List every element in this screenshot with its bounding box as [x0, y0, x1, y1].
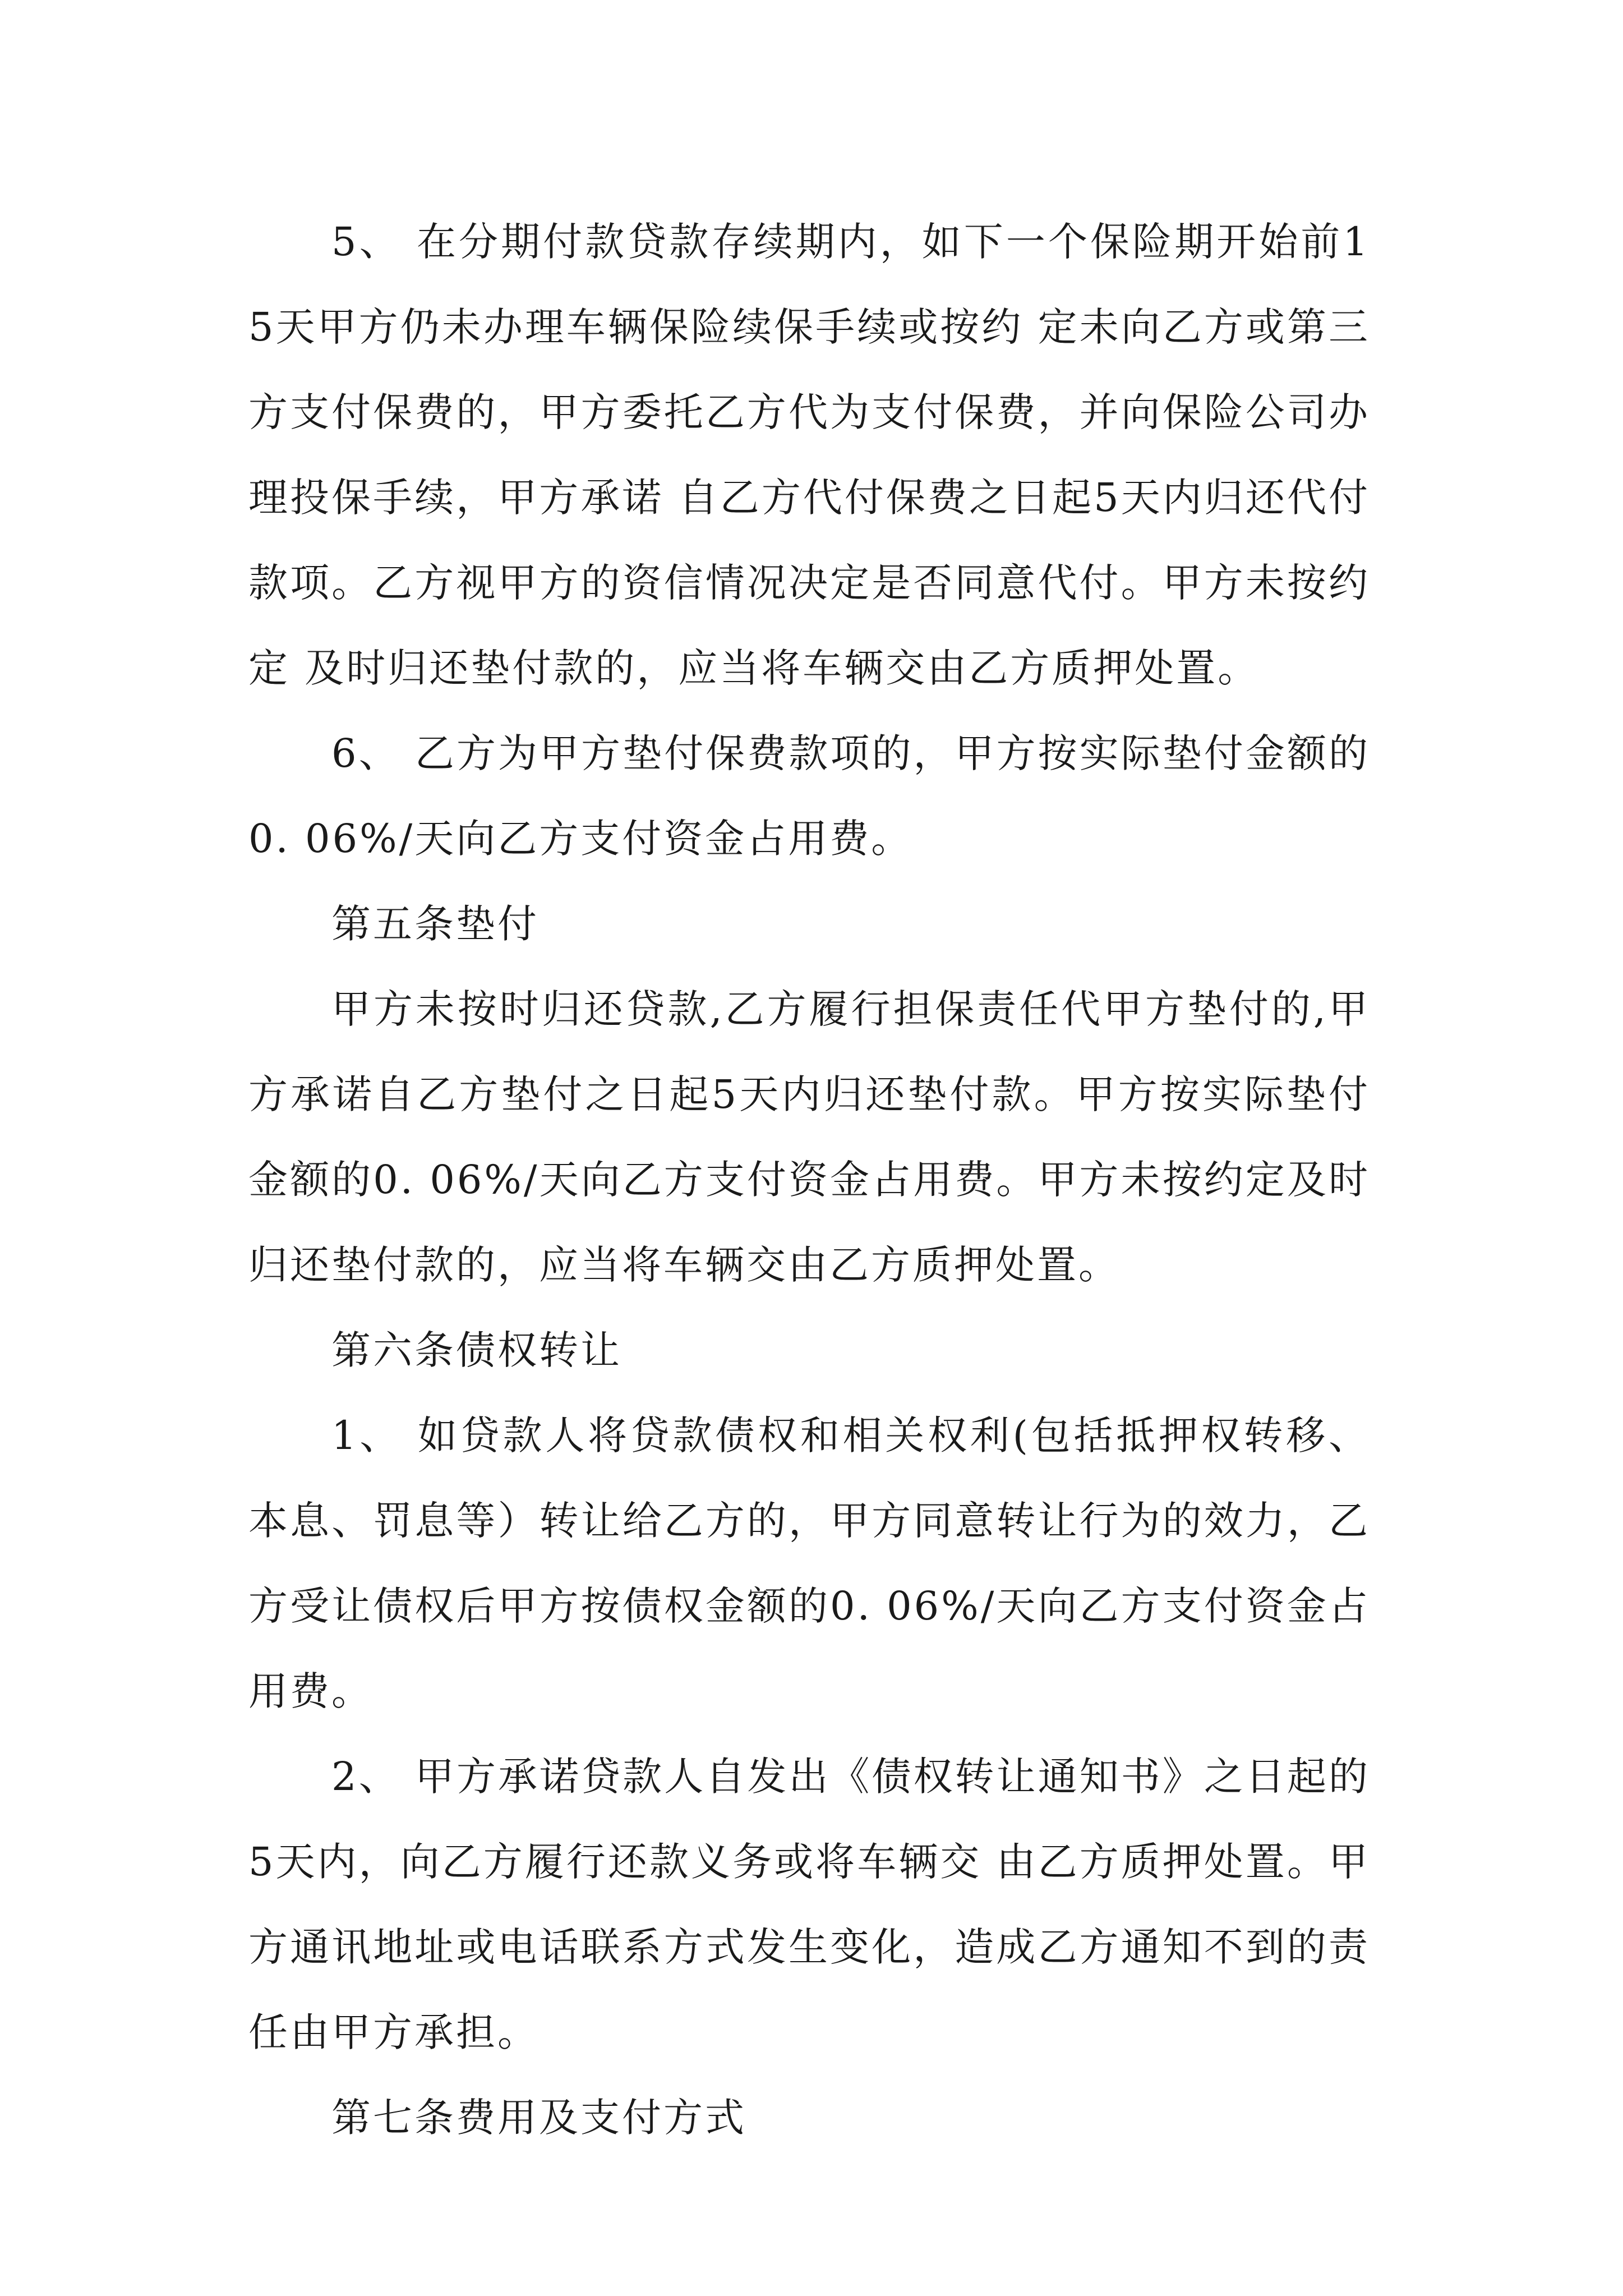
clause-5-body: 甲方未按时归还贷款,乙方履行担保责任代甲方垫付的,甲方承诺自乙方垫付之日起5天内归还垫付款。甲方按实际垫付金额的0. 06%/天向乙方支付资金占用费。甲方未按约定及时归还垫付款的，应当将车辆交由乙方质押处置。 [248, 986, 1370, 1288]
clause-6-item-1: 1、 如贷款人将贷款债权和相关权利(包括抵押权转移、本息、罚息等）转让给乙方的，甲方同意转让行为的效力，乙方受让债权后甲方按债权金额的0. 06%/天向乙方支付资金占用费。 [248, 1412, 1370, 1714]
clause-6-item-2: 2、 甲方承诺贷款人自发出《债权转让通知书》之日起的5天内，向乙方履行还款义务或将车辆交 由乙方质押处置。甲方通讯地址或电话联系方式发生变化，造成乙方通知不到的责任由甲方承担。 [248, 1754, 1370, 2055]
clause-6-heading: 第六条债权转让 [331, 1327, 622, 1373]
clause-4-item-5: 5、 在分期付款贷款存续期内，如下一个保险期开始前15天甲方仍未办理车辆保险续保手续或按约 定未向乙方或第三方支付保费的，甲方委托乙方代为支付保费，并向保险公司办理投保手续，甲方承诺 自乙方代付保费之日起5天内归还代付款项。乙方视甲方的资信情况决定是否同意代付。甲方未按约定 及时归还垫付款的，应当将车辆交由乙方质押处置。 [248, 219, 1370, 691]
document-body [248, 199, 1370, 2160]
clause-7-heading: 第七条费用及支付方式 [331, 2095, 746, 2141]
clause-5-heading: 第五条垫付 [331, 901, 539, 947]
clause-4-item-6: 6、 乙方为甲方垫付保费款项的，甲方按实际垫付金额的0. 06%/天向乙方支付资金占用费。 [248, 730, 1370, 862]
